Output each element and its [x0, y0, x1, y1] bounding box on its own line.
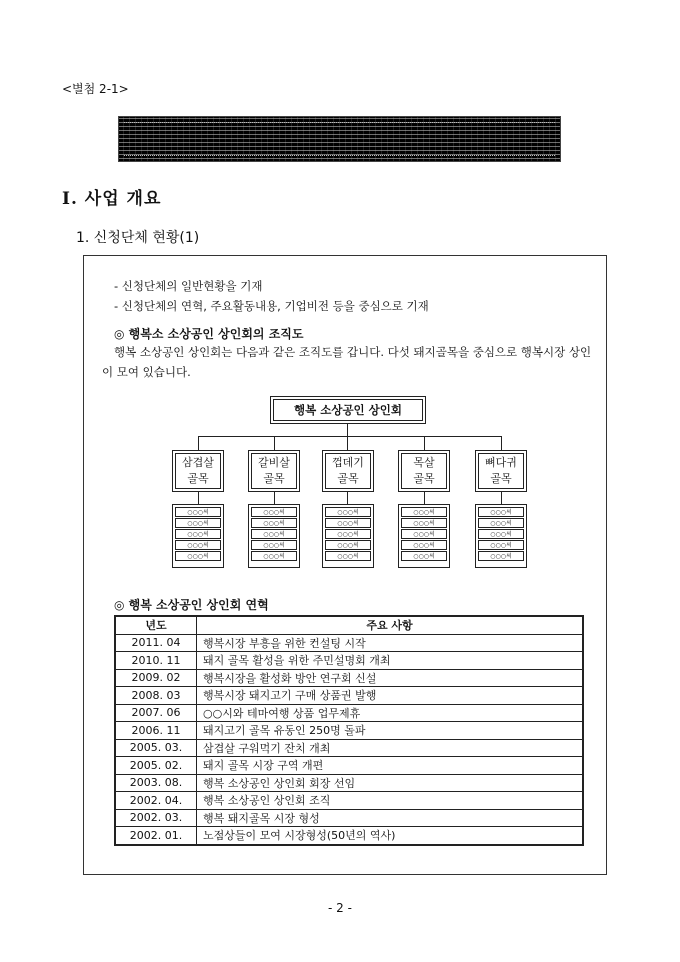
section-title: Ⅰ. 사업 개요: [62, 189, 162, 209]
member-item: ○○○씨: [325, 540, 371, 550]
table-row: 2002. 04. 행복 소상공인 상인회 조직: [115, 792, 583, 810]
org-top-label: 행복 소상공인 상인회: [294, 403, 402, 417]
member-item: ○○○씨: [401, 507, 447, 517]
member-item: ○○○씨: [325, 551, 371, 561]
table-row: 2003. 08. 행복 소상공인 상인회 회장 선임: [115, 774, 583, 792]
table-row: 2005. 03. 삼겹살 구워먹기 잔치 개최: [115, 739, 583, 757]
column-header-event: 주요 사항: [197, 616, 584, 634]
member-item: ○○○씨: [251, 540, 297, 550]
member-item: ○○○씨: [401, 529, 447, 539]
team-node: 갈비살 골목: [248, 450, 300, 492]
member-item: ○○○씨: [478, 518, 524, 528]
member-item: ○○○씨: [401, 518, 447, 528]
subsection-title: 1. 신청단체 현황(1): [76, 230, 200, 246]
column-header-year: 년도: [115, 616, 197, 634]
table-row: 2011. 04 행복시장 부흥을 위한 컨설팅 시작: [115, 634, 583, 652]
member-item: ○○○씨: [175, 507, 221, 517]
member-item: ○○○씨: [325, 529, 371, 539]
member-item: ○○○씨: [175, 529, 221, 539]
member-item: ○○○씨: [401, 551, 447, 561]
bullet-item: - 신청단체의 연혁, 주요활동내용, 기업비전 등을 중심으로 기재: [114, 299, 429, 313]
member-item: ○○○씨: [325, 507, 371, 517]
org-chart-heading: ◎ 행복소 소상공인 상인회의 조직도: [114, 327, 304, 341]
org-top-node: [270, 396, 426, 424]
table-row: 2005. 02. 돼지 골목 시장 구역 개편: [115, 757, 583, 775]
member-item: ○○○씨: [251, 551, 297, 561]
history-heading: ◎ 행복 소상공인 상인회 연혁: [114, 598, 269, 612]
table-row: 2002. 03. 행복 돼지골목 시장 형성: [115, 809, 583, 827]
team-node: 목살 골목: [398, 450, 450, 492]
title-banner: [118, 116, 561, 162]
member-item: ○○○씨: [251, 518, 297, 528]
table-row: 2006. 11 돼지고기 골목 유동인 250명 돌파: [115, 722, 583, 740]
member-item: ○○○씨: [478, 540, 524, 550]
table-row: 2002. 01. 노점상들이 모여 시장형성(50년의 역사): [115, 827, 583, 845]
member-list: [248, 504, 300, 568]
table-row: 2007. 06 ○○시와 테마여행 상품 업무제휴: [115, 704, 583, 722]
member-item: ○○○씨: [175, 518, 221, 528]
table-row: 2010. 11 돼지 골목 활성을 위한 주민설명회 개최: [115, 652, 583, 670]
team-node: 삼겹살 골목: [172, 450, 224, 492]
member-list: [322, 504, 374, 568]
member-item: ○○○씨: [175, 540, 221, 550]
member-item: ○○○씨: [251, 529, 297, 539]
org-paragraph: 행복 소상공인 상인회는 다음과 같은 조직도를 갑니다. 다섯 돼지골목을 중심으로 행복시장 상인이 모여 있습니다.: [102, 345, 592, 379]
member-list: [172, 504, 224, 568]
member-item: ○○○씨: [175, 551, 221, 561]
table-header-row: [115, 616, 583, 634]
member-item: ○○○씨: [251, 507, 297, 517]
member-item: ○○○씨: [325, 518, 371, 528]
appendix-label: <별첨 2-1>: [62, 82, 129, 96]
page-number: - 2 -: [328, 901, 352, 915]
bullet-item: - 신청단체의 일반현황을 기재: [114, 279, 263, 293]
team-node: 뼈다귀 골목: [475, 450, 527, 492]
member-item: ○○○씨: [478, 551, 524, 561]
team-node: 껍데기 골목: [322, 450, 374, 492]
history-table: [114, 615, 584, 846]
table-row: 2009. 02 행복시장을 활성화 방안 연구회 신설: [115, 669, 583, 687]
member-list: [475, 504, 527, 568]
member-item: ○○○씨: [401, 540, 447, 550]
member-item: ○○○씨: [478, 507, 524, 517]
table-row: 2008. 03 행복시장 돼지고기 구매 상품권 발행: [115, 687, 583, 705]
member-list: [398, 504, 450, 568]
member-item: ○○○씨: [478, 529, 524, 539]
